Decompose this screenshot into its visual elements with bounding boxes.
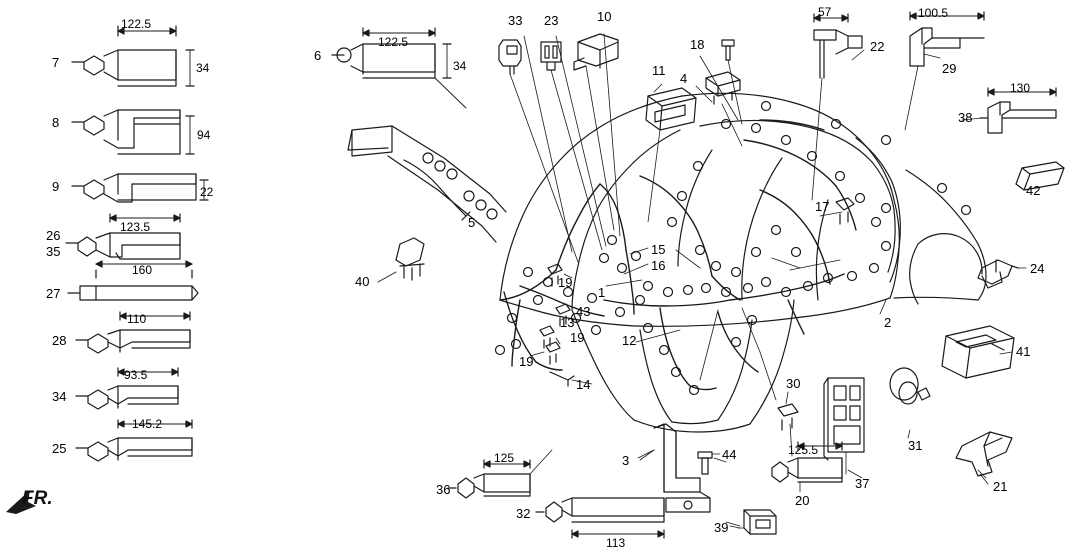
callout-29: 29 (942, 61, 957, 76)
dimension-160: 160 (132, 263, 153, 277)
callout-33: 33 (508, 13, 523, 28)
callout-19c: 19 (519, 354, 534, 369)
callout-42: 42 (1026, 183, 1041, 198)
callout-17: 17 (815, 199, 830, 214)
callout-35: 35 (46, 244, 61, 259)
callout-31: 31 (908, 438, 923, 453)
dimension-145_2: 145.2 (132, 417, 163, 431)
callout-2: 2 (884, 315, 892, 330)
callout-40: 40 (355, 274, 370, 289)
callout-25: 25 (52, 441, 67, 456)
callout-11: 11 (652, 63, 666, 78)
callout-6: 6 (314, 48, 322, 63)
callout-38: 38 (958, 110, 973, 125)
dimension-113: 113 (606, 536, 626, 550)
callout-5: 5 (468, 215, 476, 230)
dimension-122_5-left: 122.5 (121, 17, 152, 31)
callout-43: 43 (576, 304, 591, 319)
front-label: FR. (22, 488, 53, 509)
callout-34: 34 (52, 389, 67, 404)
callout-19a: 19 (558, 275, 573, 290)
callout-13: 13 (560, 315, 575, 330)
dimension-93_5: 93.5 (124, 368, 148, 382)
callout-39: 39 (714, 520, 729, 535)
callout-18: 18 (690, 37, 705, 52)
callout-22: 22 (870, 39, 885, 54)
callout-8: 8 (52, 115, 60, 130)
callout-12: 12 (622, 333, 637, 348)
callout-37: 37 (855, 476, 870, 491)
callout-30: 30 (786, 376, 801, 391)
dimension-34-part6: 34 (453, 59, 467, 73)
callout-19b: 19 (570, 330, 585, 345)
callout-15: 15 (651, 242, 666, 257)
callout-20: 20 (795, 493, 810, 508)
callout-16: 16 (651, 258, 666, 273)
callout-23: 23 (544, 13, 559, 28)
callout-32: 32 (516, 506, 531, 521)
callout-14: 14 (576, 377, 591, 392)
callout-24: 24 (1030, 261, 1045, 276)
dimension-94-part8: 94 (197, 128, 211, 142)
callout-26: 26 (46, 228, 61, 243)
callout-41: 41 (1016, 344, 1031, 359)
callout-21: 21 (993, 479, 1008, 494)
dimension-123_5: 123.5 (120, 220, 151, 234)
callout-4: 4 (680, 71, 688, 86)
dimension-34-part7: 34 (196, 61, 210, 75)
dimension-130: 130 (1010, 81, 1031, 95)
callout-1: 1 (598, 285, 606, 300)
dimension-22-part9: 22 (200, 185, 214, 199)
callout-9: 9 (52, 179, 60, 194)
dimension-110: 110 (127, 312, 147, 326)
callout-3: 3 (622, 453, 630, 468)
callout-44: 44 (722, 447, 737, 462)
callout-36: 36 (436, 482, 451, 497)
callout-10: 10 (597, 9, 612, 24)
dimension-100_5: 100.5 (918, 6, 949, 20)
dimension-125_5: 125.5 (788, 443, 819, 457)
dimension-122_5-part6: 122.5 (378, 35, 409, 49)
callout-28: 28 (52, 333, 67, 348)
dimension-125: 125 (494, 451, 515, 465)
callout-7: 7 (52, 55, 60, 70)
callout-27: 27 (46, 286, 61, 301)
dimension-57: 57 (818, 5, 832, 19)
